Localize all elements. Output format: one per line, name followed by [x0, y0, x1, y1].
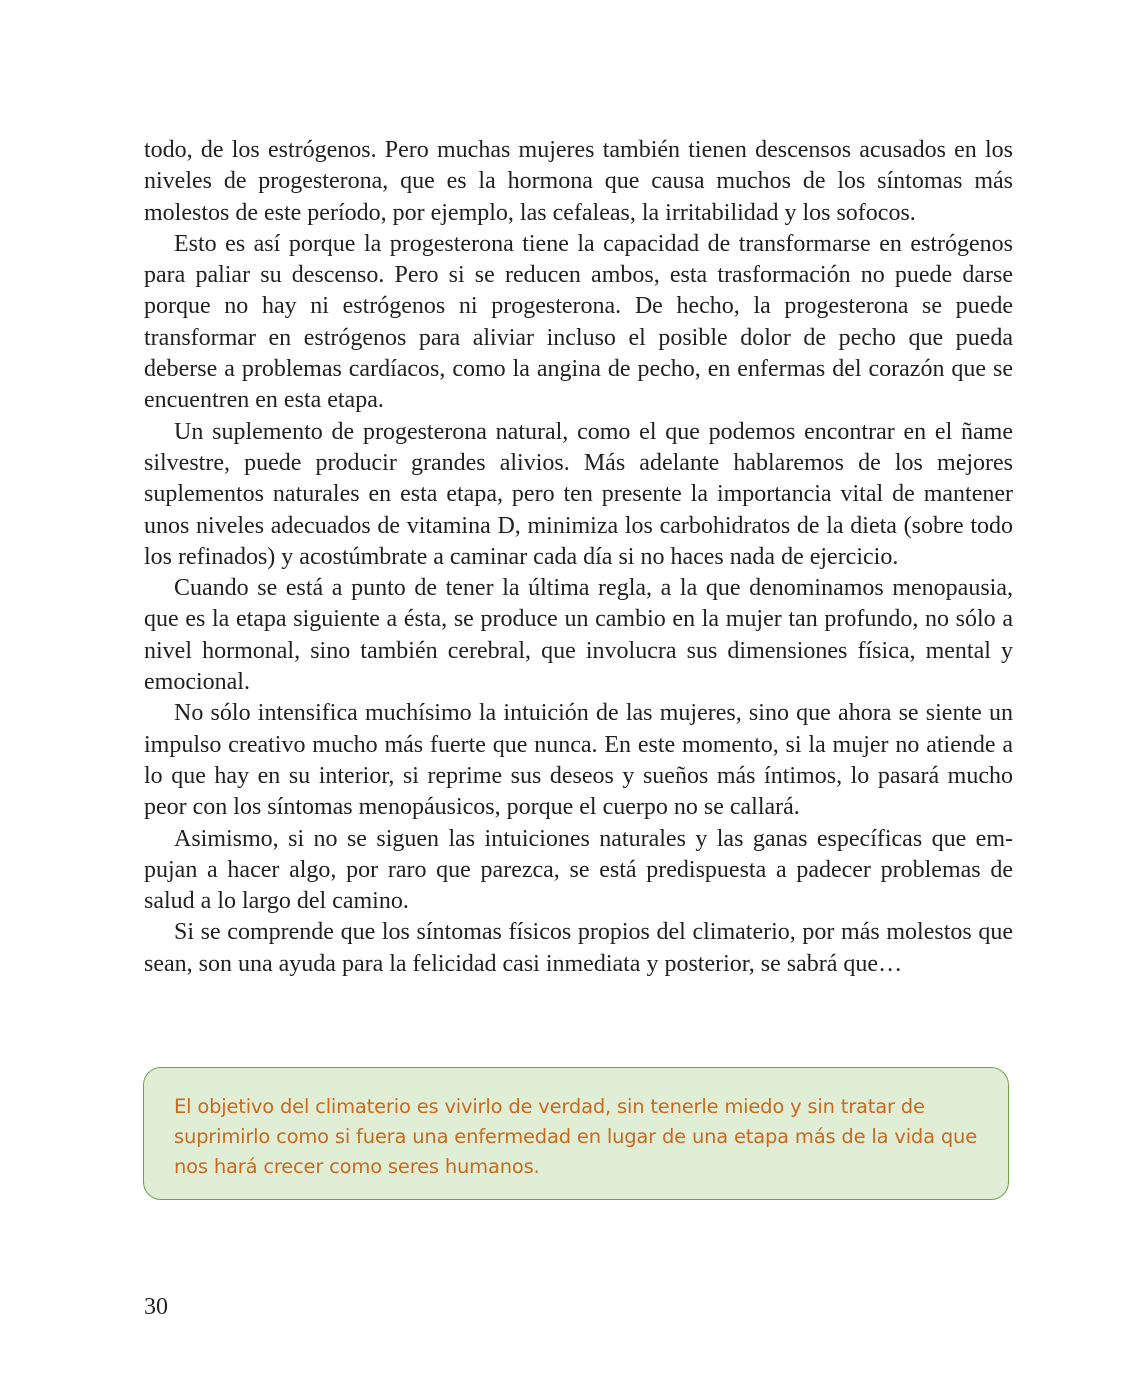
paragraph-2: Esto es así porque la progesterona tiene la capacidad de transformarse en estrógenos para paliar su descenso. Pero si se reducen ambos, esta trasformación no puede darse porque no hay ni estrógenos ni progesterona. De hecho, la progesterona se puede transformar en estrógenos para aliviar incluso el posible dolor de pecho que pueda deberse a problemas cardíacos, como la angina de pecho, en enfermas del corazón que se encuentren en esta etapa. [144, 230, 1013, 414]
body-text [144, 135, 1013, 980]
paragraph-7: Si se comprende que los síntomas físicos propios del climaterio, por más molestos que sean, son una ayuda para la felicidad casi inmediata y posterior, se sabrá que… [144, 919, 1013, 977]
callout-box [143, 1067, 1009, 1200]
callout-text: El objetivo del climaterio es vivirlo de verdad, sin tenerle miedo y sin tratar de suprimirlo como si fuera una enfermedad en lugar de una etapa más de la vida que nos hará crecer como seres humanos. [174, 1095, 977, 1178]
paragraph-6: Asimismo, si no se siguen las intuiciones naturales y las ganas específicas que empujan a hacer algo, por raro que parezca, se está predispuesta a padecer problemas de salud a lo largo del camino. [144, 825, 1013, 915]
paragraph-3: Un suplemento de progesterona natural, como el que podemos encontrar en el ñame silvestre, puede producir grandes alivios. Más adelante hablaremos de los mejores suplementos naturales en esta etapa, pero ten presente la importancia vital de mantener unos niveles adecuados de vitamina D, minimiza los carbohidratos de la dieta (sobre todo los refinados) y acostúmbrate a caminar cada día si no haces nada de ejercicio. [144, 418, 1013, 570]
paragraph-1: todo, de los estrógenos. Pero muchas mujeres también tienen descensos acusados en los niveles de progesterona, que es la hormona que causa muchos de los síntomas más molestos de este período, por ejemplo, las cefaleas, la irritabilidad y los sofocos. [144, 137, 1013, 226]
paragraph-5: No sólo intensifica muchísimo la intuición de las mujeres, sino que ahora se siente un impulso creativo mucho más fuerte que nunca. En este momento, si la mujer no atiende a lo que hay en su interior, si reprime sus deseos y sueños más íntimos, lo pasará mucho peor con los síntomas menopáusicos, porque el cuerpo no se callará. [144, 700, 1013, 821]
paragraph-4: Cuando se está a punto de tener la última regla, a la que denominamos menopausia, que es la etapa siguiente a ésta, se produce un cambio en la mujer tan profundo, no sólo a nivel hormonal, sino también cerebral, que involucra sus dimensiones física, mental y emocional. [144, 575, 1013, 696]
page-number: 30 [144, 1294, 168, 1320]
